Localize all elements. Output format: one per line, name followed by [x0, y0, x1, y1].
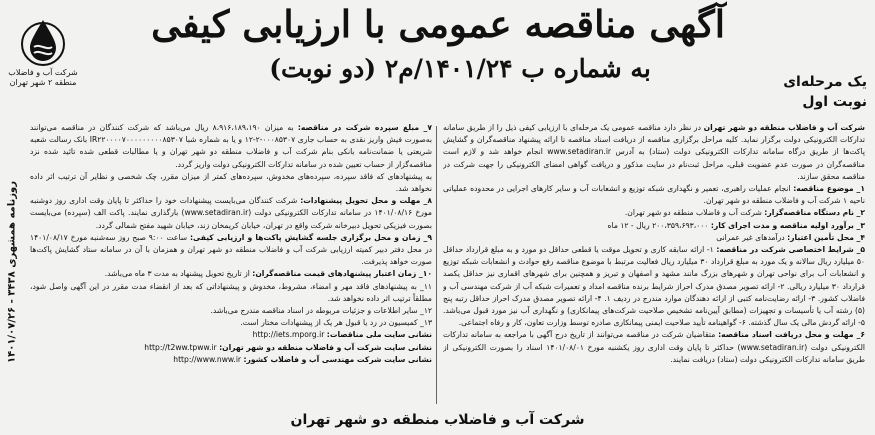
- stage-label: یک مرحله‌ای: [783, 74, 867, 90]
- ad-header: [0, 0, 875, 122]
- section-8: ۸_ مهلت و محل تحویل پیشنهادات: شرکت کنندگان می‌بایست پیشنهادات خود را حداکثر تا پایان وقت اداری روز دوشنبه مورخ ۱۴۰۱/۰۸/۱۶ در سامانه تدارکات الکترونیکی دولت (www.setadiran.ir) بارگذاری نمایند. پاکت الف (سپرده) می‌بایست بصورت فیزیکی تحویل دبیرخانه شرکت واقع در تهران، خیابان کریمخان زند، خیابان شهید مفتح شمالی گردد.: [30, 196, 432, 230]
- section-7: ۷_ مبلغ سپرده شرکت در مناقصه: به میزان ۸،۹۱۶،۱۸۹،۱۹۰ ریال می‌باشد که شرکت کنندگان در مناقصه می‌توانند به‌صورت فیش واریز نقدی به حساب جاری ۰۰۰۸۵۳۰۷-۲-۱۲ و یا به شماره شبا IR۲۲۰۰۰۰۷۰۰۰۰۰۰۰۰۰۸۵۳۰۷ بانک رسالت شعبه شریعتی یا ضمانت‌نامه بانکی بنام شرکت آب و فاضلاب منطقه دو شهر تهران و یا مطالبات قطعی شده تائید شده نزد مناقصه‌گزار از حساب تعیین شده در سامانه تدارکات الکترونیکی دولت واریز گردد.: [30, 123, 432, 169]
- page-title: آگهی مناقصه عمومی با ارزیابی کیفی: [151, 2, 725, 46]
- section-2: ۲_ نام دستگاه مناقصه‌گزار: شرکت آب و فاضلاب منطقه دو شهر تهران.: [624, 208, 865, 218]
- column-divider: [436, 126, 437, 404]
- intro-bold: شرکت آب و فاضلاب منطقه دو شهر تهران: [703, 123, 865, 132]
- site-company-link[interactable]: http://t2ww.tpww.ir: [144, 342, 217, 352]
- company-logo: [8, 14, 78, 114]
- tender-number: به شماره ب ۱۴۰۱/۲۴/م۲ (دو نوبت): [269, 54, 651, 83]
- site-national-tenders-link[interactable]: http://iets.mporg.ir: [252, 330, 325, 340]
- section-7-note: به پیشنهادهای که فاقد سپرده، سپرده‌های مخدوش، سپرده‌های کمتر از میزان مقرر، چک شخصی و نظایر آن ترتیب اثر داده نخواهد شد.: [30, 171, 432, 194]
- site-company: نشانی سایت شرکت آب و فاضلاب منطقه دو شهر تهران: http://t2ww.tpww.ir: [144, 342, 432, 352]
- section-6: ۶_ مهلت و محل دریافت اسناد مناقصه: متقاضیان شرکت در مناقصه می‌توانند از تاریخ درج آگهی با مراجعه به سامانه تدارکات الکترونیکی دولت (www.setadiran.ir) حداکثر تا پایان وقت اداری روز یکشنبه مورخ ۱۴۰۱/۰۸/۰۱ اسناد را بصورت الکترونیکی از طریق سامانه تدارکات الکترونیکی دولت (ستاد) دریافت نمایند.: [443, 330, 865, 364]
- section-12: ۱۲_ سایر اطلاعات و جزئیات مربوطه در اسناد مناقصه مندرج می‌باشد.: [210, 306, 432, 316]
- section-10: ۱۰_ زمان اعتبار پیشنهادهای قیمت مناقصه‌گران: از تاریخ تحویل پیشنهاد به مدت ۳ ماه می‌باشد.: [104, 269, 432, 279]
- logo-company-name: شرکت آب و فاضلاب: [8, 68, 78, 77]
- section-1: ۱_ موضوع مناقصه: انجام عملیات راهبری، تعمیر و نگهداری شبکه توزیع و انشعابات آب و سایر کارهای اجرایی در محدوده عملیاتی ناحیه ۱ شرکت آب و فاضلاب منطقه دو شهر تهران.: [443, 184, 865, 206]
- section-9: ۹_ زمان و محل برگزاری جلسه گشایش پاکت‌ها و ارزیابی کیفی: ساعت ۹:۰۰ صبح روز سه‌شنبه مورخ ۱۴۰۱/۰۸/۱۷ در محل دفتر دبیر کمیته ارزیابی شرکت آب و فاضلاب منطقه دو شهر تهران و همزمان با آن در سامانه ستاد گشایش پاکت‌ها صورت خواهد پذیرفت.: [30, 232, 432, 267]
- intro-paragraph: [443, 122, 865, 183]
- newspaper-issue-label: روزنامه همشهری ۳۴۳۸ - ۱۴۰۱/۰۷/۲۶: [6, 181, 18, 363]
- section-13: ۱۳_ کمیسیون در رد یا قبول هر یک از پیشنهادات مختار است.: [240, 318, 432, 328]
- footer-company-name: شرکت آب و فاضلاب منطقه دو شهر تهران: [290, 412, 585, 428]
- water-drop-logo-icon: [20, 14, 66, 68]
- left-column: [30, 122, 432, 410]
- site-national-tenders: نشانی سایت ملی مناقصات: http://iets.mporg.ir: [252, 330, 432, 340]
- site-national-water: نشانی سایت شرکت مهندسی آب و فاضلاب کشور: http://www.nww.ir: [173, 354, 432, 364]
- section-5: ۵_ شرایط اختصاصی شرکت در مناقصه: ۱- ارائه سابقه کاری و تحویل موقت یا قطعی حداقل دو مورد و به مبلغ قرارداد حداقل ۵۰ میلیارد ریال سالانه و یک مورد به مبلغ قرارداد ۳۰ میلیارد ریال فعالیت مرتبط با موضوع مناقصه رفع حوادث و انشعابات شبکه توزیع و انشعابات آب برای نواحی تهران و شهرهای بزرگ مانند مشهد و اصفهان و تبریز و همچنین برای شهرهای اقماری نیز حداقل یکصد قرارداد ۳۰ میلیارد ریالی. ۲- ارائه تصویر مصدق مدرک احراز شرایط برنده مناقصه امداد و تعمیرات شبکه آب از شرکت مهندسی آب و فاضلاب کشور. ۳- ارائه رضایت‌نامه کتبی از ارائه دهندگان موارد مندرج در ردیف ۱. ۴- ارائه تصویر مصدق مدرک احراز حداقل رتبه پنج (۵) رشته آب یا تأسیسات و تجهیزات (مطابق آیین‌نامه تشخیص صلاحیت شرکت‌های پیمانکاری) و نگهداری آب نیز مورد قبول می‌باشد. ۵- ارائه گردش مالی یک سال گذشته. ۶- گواهینامه تأیید صلاحیت ایمنی پیمانکاری صادره توسط وزارت تعاون، کار و رفاه اجتماعی.: [443, 245, 865, 328]
- section-3: ۳_ برآورد اولیه مناقصه و مدت اجرای کار: ۲۰۰،۳۵۹،۶۹۳،۰۰۰ ریال - ۱۲ ماه: [607, 220, 865, 230]
- site-national-water-link[interactable]: http://www.nww.ir: [173, 354, 242, 364]
- round-label: نوبت اول: [802, 94, 867, 110]
- newspaper-side-strip: [0, 122, 24, 422]
- section-11: ۱۱_ به پیشنهادهای فاقد مهر و امضاء، مشروط، مخدوش و پیشنهاداتی که بعد از انقضاء مدت مقرر در این آگهی واصل شود، مطلقاً ترتیب اثر داده نخواهد شد.: [30, 281, 432, 303]
- intro-text: در نظر دارد مناقصه عمومی یک مرحله‌ای با ارزیابی کیفی ذیل را از طریق سامانه تدارکات الکترونیکی دولت برگزار نماید. کلیه مراحل برگزاری مناقصه از دریافت اسناد مناقصه تا ارائه پیشنهاد مناقصه‌گران و گشایش پاکت‌ها از طریق درگاه سامانه تدارکات الکترونیکی دولت (ستاد) به آدرس www.setadiran.ir انجام خواهد شد و لازم است مناقصه‌گران در صورت عدم عضویت قبلی، مراحل ثبت‌نام در سایت مذکور و دریافت گواهی امضای الکترونیکی را جهت شرکت در مناقصه محقق سازند.: [443, 123, 865, 181]
- section-4: ۴_ محل تأمین اعتبار: درآمدهای غیر عمرانی: [716, 232, 865, 242]
- right-column: [443, 122, 865, 410]
- logo-region-name: منطقه ۲ شهر تهران: [9, 78, 77, 87]
